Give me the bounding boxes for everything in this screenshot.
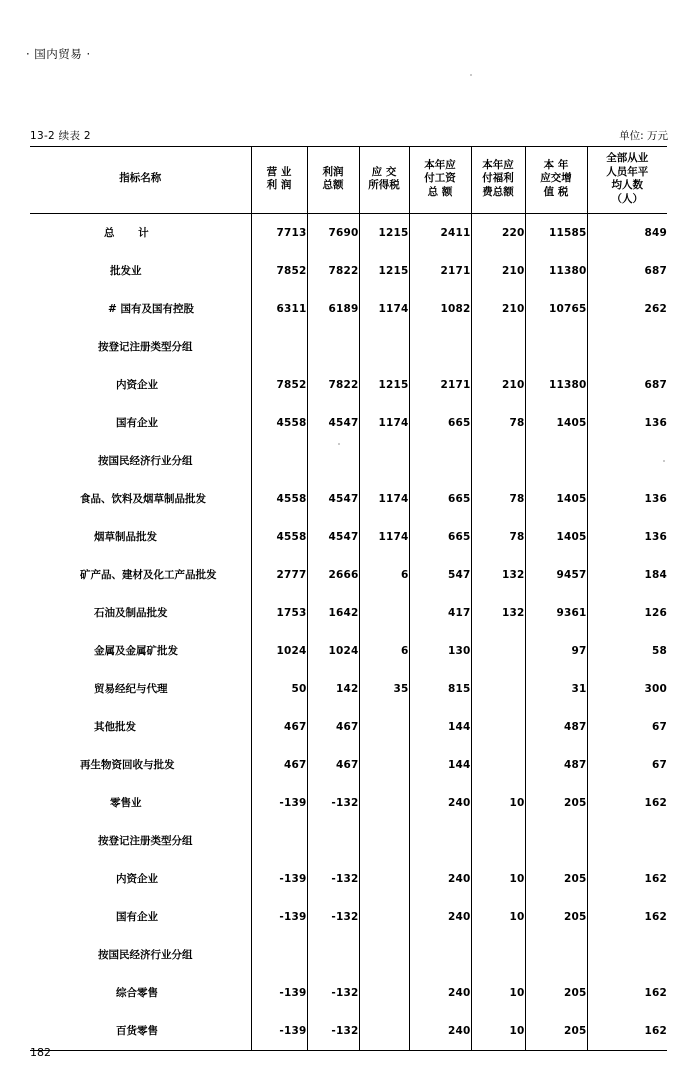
row-value-cell: 7852 [251,252,307,290]
row-value-cell [359,442,409,480]
statistics-table [30,146,667,1051]
paper-speck [470,74,472,76]
row-value-cell [359,1012,409,1051]
row-value-cell: 4547 [307,518,359,556]
table-caption-row [30,128,668,143]
row-value-cell: 665 [409,518,471,556]
row-value-cell: 10765 [525,290,587,328]
row-label-cell [30,974,251,1012]
header-line: 全部从业 [606,152,649,164]
row-value-cell: 2171 [409,366,471,404]
row-label: 按登记注册类型分组 [98,341,193,354]
row-label-cell [30,784,251,822]
row-value-cell: 687 [587,252,667,290]
row-value-cell: 35 [359,670,409,708]
row-value-cell: 136 [587,404,667,442]
row-value-cell: 1174 [359,290,409,328]
row-value-cell [471,670,525,708]
row-value-cell [587,328,667,366]
column-header-income-tax [359,147,409,214]
row-value-cell: 78 [471,518,525,556]
row-value-cell: 2411 [409,213,471,252]
row-value-cell: 50 [251,670,307,708]
row-value-cell [471,632,525,670]
row-value-cell: 132 [471,556,525,594]
row-value-cell [359,898,409,936]
row-value-cell: 2171 [409,252,471,290]
row-value-cell [251,442,307,480]
paper-speck [663,460,665,462]
row-label-cell [30,442,251,480]
row-value-cell: 487 [525,708,587,746]
row-value-cell [409,442,471,480]
row-label: 国有企业 [116,911,158,924]
row-value-cell [409,936,471,974]
header-line: 值 税 [543,186,569,199]
row-value-cell: 1024 [251,632,307,670]
row-value-cell: 1753 [251,594,307,632]
row-value-cell: 487 [525,746,587,784]
row-value-cell [359,784,409,822]
row-value-cell: 132 [471,594,525,632]
row-value-cell: -139 [251,974,307,1012]
row-value-cell [587,442,667,480]
table-number-label: 13-2 续表 2 [30,130,91,142]
row-value-cell: -139 [251,898,307,936]
row-value-cell: 1174 [359,404,409,442]
row-value-cell: 11585 [525,213,587,252]
row-value-cell [587,936,667,974]
row-value-cell [525,936,587,974]
table-row [30,442,667,480]
header-line: 营 业 [266,165,292,178]
table-row [30,784,667,822]
header-line: 本年应 [424,158,456,171]
row-value-cell: 78 [471,480,525,518]
row-value-cell [307,936,359,974]
row-value-cell: -132 [307,898,359,936]
header-line: 付福利 [482,172,514,185]
row-value-cell: 205 [525,1012,587,1051]
row-label: 贸易经纪与代理 [94,683,168,696]
row-value-cell [359,860,409,898]
row-value-cell [359,746,409,784]
row-value-cell [409,328,471,366]
row-value-cell: 7822 [307,252,359,290]
row-label: 石油及制品批发 [94,607,168,620]
table-row [30,708,667,746]
row-label-cell [30,252,251,290]
row-value-cell: 9457 [525,556,587,594]
row-value-cell: 687 [587,366,667,404]
column-header-wages-payable [409,147,471,214]
table-unit-label: 单位: 万元 [619,130,668,142]
row-value-cell: 10 [471,898,525,936]
column-header-vat-payable [525,147,587,214]
row-value-cell: 210 [471,252,525,290]
row-value-cell: 11380 [525,366,587,404]
table-header-row [30,147,667,214]
table-row [30,822,667,860]
column-header-total-profit [307,147,359,214]
row-label-cell [30,213,251,252]
table-row [30,290,667,328]
row-value-cell [307,822,359,860]
row-label-cell [30,366,251,404]
row-value-cell: 220 [471,213,525,252]
header-line: 付工资 [424,172,456,185]
row-label-cell [30,936,251,974]
row-value-cell: 162 [587,784,667,822]
row-value-cell: 144 [409,746,471,784]
row-value-cell: 240 [409,974,471,1012]
row-value-cell: 547 [409,556,471,594]
row-value-cell: 1405 [525,518,587,556]
row-value-cell [307,328,359,366]
row-value-cell: 136 [587,480,667,518]
row-label: 按国民经济行业分组 [98,949,193,962]
row-value-cell [359,594,409,632]
header-line: 本年应 [482,158,514,171]
table-row [30,860,667,898]
row-value-cell: 4547 [307,404,359,442]
row-value-cell: 205 [525,974,587,1012]
header-line: 均人数 [611,179,643,192]
table-row [30,518,667,556]
row-value-cell: 7713 [251,213,307,252]
row-value-cell [359,936,409,974]
table-row [30,404,667,442]
row-value-cell: 1642 [307,594,359,632]
row-value-cell: 4558 [251,518,307,556]
row-value-cell: 665 [409,404,471,442]
row-value-cell: 417 [409,594,471,632]
row-value-cell: 1405 [525,480,587,518]
row-label-cell [30,594,251,632]
header-line: 利润 [322,165,344,178]
row-value-cell: 1174 [359,518,409,556]
row-value-cell: 205 [525,784,587,822]
row-value-cell: -132 [307,974,359,1012]
row-value-cell [409,822,471,860]
table-row [30,213,667,252]
row-value-cell: 467 [251,746,307,784]
row-label-cell [30,404,251,442]
row-value-cell [525,822,587,860]
row-value-cell: 162 [587,1012,667,1051]
row-value-cell [251,936,307,974]
row-value-cell: 6 [359,632,409,670]
table-row [30,898,667,936]
table-row [30,746,667,784]
row-label: 烟草制品批发 [94,531,157,544]
row-value-cell: 1215 [359,213,409,252]
row-value-cell: 210 [471,366,525,404]
table-row [30,480,667,518]
row-value-cell: 1405 [525,404,587,442]
row-value-cell: 1174 [359,480,409,518]
row-value-cell: 1082 [409,290,471,328]
row-value-cell [471,822,525,860]
header-line: 费总额 [482,186,514,199]
row-value-cell: 144 [409,708,471,746]
running-head: · 国内贸易 · [26,47,91,61]
row-label: 按登记注册类型分组 [98,835,193,848]
header-line: 人员年平 [606,165,649,178]
column-header-welfare-payable [471,147,525,214]
row-value-cell [359,708,409,746]
row-label-cell [30,556,251,594]
row-value-cell: 130 [409,632,471,670]
row-label-cell [30,480,251,518]
row-label: # 国有及国有控股 [108,303,194,316]
row-value-cell: 1215 [359,252,409,290]
header-line: 利 润 [266,179,292,192]
row-value-cell [359,328,409,366]
row-value-cell: 126 [587,594,667,632]
row-value-cell: 184 [587,556,667,594]
row-value-cell: 665 [409,480,471,518]
table-row [30,1012,667,1051]
row-value-cell: 1024 [307,632,359,670]
row-value-cell: 162 [587,860,667,898]
row-label: 内资企业 [116,379,158,392]
table-body [30,213,667,1050]
row-label-cell [30,670,251,708]
row-label-cell [30,1012,251,1051]
row-value-cell: 136 [587,518,667,556]
row-label: 总 计 [104,227,159,240]
row-value-cell: 1215 [359,366,409,404]
row-value-cell: 467 [251,708,307,746]
table-row [30,366,667,404]
row-value-cell: 262 [587,290,667,328]
column-header-indicator: 指标名称 [30,147,251,214]
row-value-cell: 78 [471,404,525,442]
row-label: 矿产品、建材及化工产品批发 [80,569,217,582]
row-value-cell: 4547 [307,480,359,518]
row-value-cell: 162 [587,898,667,936]
row-value-cell: 67 [587,746,667,784]
row-value-cell [251,822,307,860]
row-value-cell [471,328,525,366]
column-header-avg-employees [587,147,667,214]
row-label-cell [30,518,251,556]
table-row [30,252,667,290]
table-row [30,632,667,670]
row-value-cell: -132 [307,860,359,898]
row-label: 百货零售 [116,1025,158,1038]
row-value-cell: 240 [409,898,471,936]
row-value-cell: 10 [471,860,525,898]
header-line: 所得税 [368,179,400,192]
row-value-cell [359,822,409,860]
row-label-cell [30,708,251,746]
row-value-cell [359,974,409,1012]
table-row [30,974,667,1012]
row-value-cell: 31 [525,670,587,708]
row-label-cell [30,860,251,898]
row-label: 批发业 [110,265,142,278]
row-label-cell [30,328,251,366]
row-value-cell: -139 [251,860,307,898]
row-value-cell: 240 [409,1012,471,1051]
row-value-cell: 67 [587,708,667,746]
row-label: 零售业 [110,797,142,810]
row-label-cell [30,632,251,670]
row-label: 按国民经济行业分组 [98,455,193,468]
row-value-cell: 240 [409,784,471,822]
row-value-cell: 205 [525,860,587,898]
row-value-cell: 4558 [251,404,307,442]
row-value-cell: 7690 [307,213,359,252]
row-value-cell: 467 [307,708,359,746]
row-value-cell: 6 [359,556,409,594]
row-value-cell: 142 [307,670,359,708]
row-value-cell: 97 [525,632,587,670]
row-label: 内资企业 [116,873,158,886]
row-value-cell: 162 [587,974,667,1012]
row-value-cell: 815 [409,670,471,708]
row-value-cell: 58 [587,632,667,670]
row-value-cell [525,328,587,366]
table-row [30,594,667,632]
row-label: 国有企业 [116,417,158,430]
row-label: 综合零售 [116,987,158,1000]
header-line: 应 交 [371,165,397,178]
row-value-cell: 9361 [525,594,587,632]
row-value-cell [471,746,525,784]
row-value-cell [471,936,525,974]
row-value-cell [587,822,667,860]
page-number: 182 [30,1046,51,1059]
row-label: 食品、饮料及烟草制品批发 [80,493,206,506]
row-value-cell: 7822 [307,366,359,404]
row-value-cell: -139 [251,784,307,822]
row-value-cell: 205 [525,898,587,936]
row-label: 金属及金属矿批发 [94,645,178,658]
row-value-cell: 240 [409,860,471,898]
row-value-cell [525,442,587,480]
row-label: 再生物资回收与批发 [80,759,175,772]
row-label-cell [30,290,251,328]
row-value-cell: -132 [307,784,359,822]
row-value-cell: 10 [471,974,525,1012]
row-value-cell: 10 [471,784,525,822]
row-value-cell: 849 [587,213,667,252]
row-value-cell: 4558 [251,480,307,518]
table-row [30,556,667,594]
row-value-cell: 6189 [307,290,359,328]
row-value-cell [471,708,525,746]
row-value-cell: 210 [471,290,525,328]
table-row [30,670,667,708]
row-label-cell [30,822,251,860]
row-label: 其他批发 [94,721,136,734]
row-label-cell [30,746,251,784]
header-line: 总额 [322,179,344,192]
row-value-cell: 11380 [525,252,587,290]
row-value-cell: 2666 [307,556,359,594]
header-line: （人） [611,192,643,205]
table-header [30,147,667,214]
row-value-cell [307,442,359,480]
row-value-cell: 10 [471,1012,525,1051]
row-value-cell [471,442,525,480]
row-value-cell: 467 [307,746,359,784]
row-value-cell [251,328,307,366]
row-label-cell [30,898,251,936]
table-row [30,328,667,366]
paper-speck [338,443,340,445]
row-value-cell: 7852 [251,366,307,404]
header-line: 应交增 [540,172,572,185]
row-value-cell: 2777 [251,556,307,594]
row-value-cell: 6311 [251,290,307,328]
header-line: 总 额 [427,186,453,199]
row-value-cell: -139 [251,1012,307,1051]
table-row [30,936,667,974]
row-value-cell: 300 [587,670,667,708]
header-line: 本 年 [543,158,569,171]
column-header-operating-profit [251,147,307,214]
row-value-cell: -132 [307,1012,359,1051]
